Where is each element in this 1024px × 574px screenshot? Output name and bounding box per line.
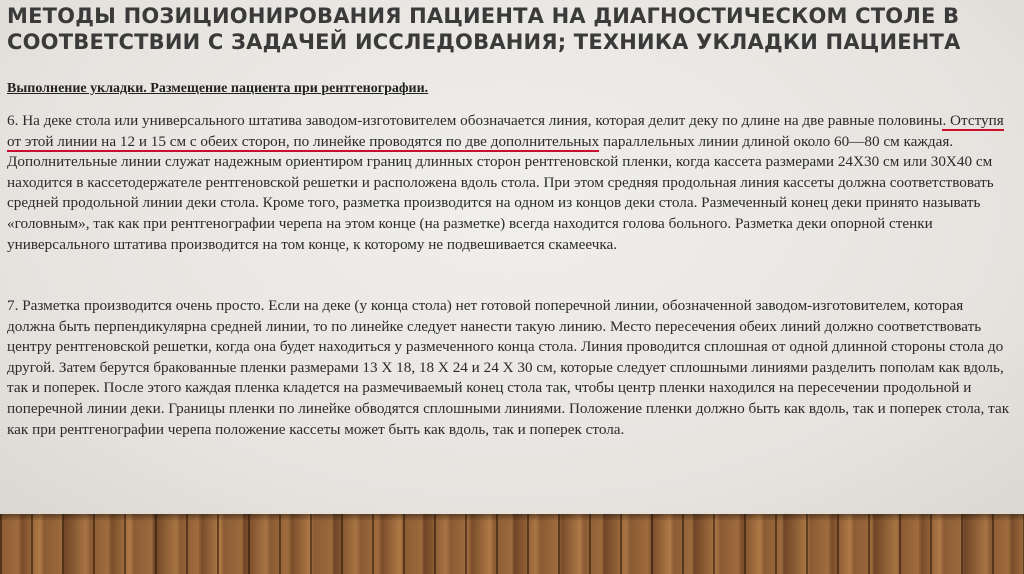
- slide-subtitle: Выполнение укладки. Размещение пациента при рентгенографии.: [7, 81, 429, 96]
- paragraph-6-start: 6. На деке стола или универсального штатива заводом-изготовителем обозначается линия, которая делит деку по длине на две равные половины: [7, 112, 943, 129]
- highlighted-text: . Отступя от этой линии на 12 и 15 см с обеих сторон, по линейке проводятся по две дополнительных: [7, 112, 1004, 150]
- paragraph-6-end: параллельных линии длиной около 60—80 см каждая. Дополнительные линии служат надежным ориентиром границ длинных сторон рентгеновской пленки, когда кассета размерами 24Х30 см или 30Х40 см находится в кассетодержателе рентгеновской решетки и расположена вдоль стола. При этом средняя продольная линия кассеты должна соответствовать средней продольной линии деки стола. Кроме того, разметка производится на одном из концов деки стола. Размеченный конец деки принято называть «головным», так как при рентгенографии черепа на этом конце (на разметке) всегда находится голова больного. Разметка деки опорной стенки универсального штатива производится на том конце, к которому не подвешивается скамеечка.: [7, 132, 994, 253]
- paragraph-6: [7, 111, 1012, 255]
- paragraph-7: 7. Разметка производится очень просто. Если на деке (у конца стола) нет готовой поперечной линии, обозначенной заводом-изготовителем, которая должна быть перпендикулярна средней линии, то по линейке следует нанести такую линию. Место пересечения обеих линий должно соответствовать центру рентгеновской решетки, когда она будет находиться у размеченного конца стола. Линия проводится сплошная от одной длинной стороны стола до другой. Затем берутся бракованные пленки размерами 13 Х 18, 18 Х 24 и 24 Х 30 см, которые следует сплошными линиями разделить пополам как вдоль, так и поперек. После этого каждая пленка кладется на размечиваемый конец стола так, чтобы центр пленки находился на пересечении продольной и поперечной линии деки. Границы пленки по линейке обводятся сплошными линиями. Положение пленки должно быть как вдоль, так и поперек стола, так как при рентгенографии черепа положение кассеты может быть как вдоль, так и поперек стола.: [7, 297, 1010, 438]
- wood-floor-decoration: [0, 514, 1024, 574]
- slide-title: МЕТОДЫ ПОЗИЦИОНИРОВАНИЯ ПАЦИЕНТА НА ДИАГНОСТИЧЕСКОМ СТОЛЕ В СООТВЕТСТВИИ С ЗАДАЧЕЙ ИССЛЕДОВАНИЯ; ТЕХНИКА УКЛАДКИ ПАЦИЕНТА: [7, 4, 961, 54]
